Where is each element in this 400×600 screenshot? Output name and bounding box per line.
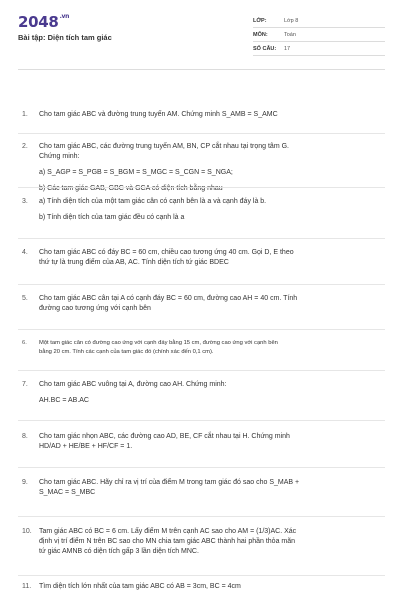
meta-row-class: LỚP: Lớp 8	[253, 14, 385, 28]
question-number: 1.	[22, 111, 28, 118]
meta-row-subject: MÔN: Toán	[253, 28, 385, 42]
meta-row-count: SỐ CÂU: 17	[253, 42, 385, 56]
question-text	[39, 380, 379, 406]
question-divider	[18, 238, 385, 239]
question-divider	[18, 133, 385, 134]
question-line: b) Tính diện tích của tam giác đều có cạnh là a	[39, 214, 185, 221]
question-line: Chứng minh:	[39, 153, 80, 160]
question-line: bằng 20 cm. Tính các cạnh của tam giác đó (chính xác đến 0,1 cm).	[39, 349, 214, 355]
question-divider	[18, 370, 385, 371]
question-text	[39, 582, 379, 592]
question-number: 4.	[22, 249, 28, 256]
question-line: Tam giác ABC có BC = 6 cm. Lấy điểm M trên cạnh AC sao cho AM = (1/3)AC. Xác	[39, 528, 297, 535]
header	[0, 0, 400, 62]
question-line: đường cao tương ứng với cạnh bên	[39, 305, 151, 312]
question-text	[39, 527, 379, 557]
question-line: Cho tam giác ABC cân tại A có cạnh đáy BC = 60 cm, đường cao AH = 40 cm. Tính	[39, 295, 298, 302]
question-divider	[18, 516, 385, 517]
question-divider	[18, 284, 385, 285]
question-line: Cho tam giác ABC vuông tại A, đường cao AH. Chứng minh:	[39, 381, 227, 388]
question-line: a) S_AGP = S_PGB = S_BGM = S_MGC = S_CGN = S_NGA;	[39, 169, 233, 176]
question-number: 11.	[22, 583, 32, 590]
question-divider	[18, 467, 385, 468]
question-number: 7.	[22, 381, 28, 388]
header-divider	[18, 69, 385, 70]
question-line: HD/AD + HE/BE + HF/CF = 1.	[39, 443, 133, 450]
question-number: 9.	[22, 479, 28, 486]
question-number: 8.	[22, 433, 28, 440]
question-text	[39, 110, 379, 120]
question-text	[39, 339, 379, 357]
question-number: 2.	[22, 143, 28, 150]
question-number: 3.	[22, 198, 28, 205]
question-line: Cho tam giác ABC, các đường trung tuyến AM, BN, CP cắt nhau tại trọng tâm G.	[39, 143, 289, 150]
question-text	[39, 197, 379, 223]
question-line: tứ giác AMNB có diện tích gấp 3 lần diện tích MNC.	[39, 548, 199, 555]
question-line: S_MAC = S_MBC	[39, 489, 96, 496]
question-line: Một tam giác cân có đường cao ứng với cạnh đáy bằng 15 cm, đường cao ứng với cạnh bên	[39, 340, 278, 346]
question-line: a) Tính diện tích của một tam giác cân có cạnh bên là a và cạnh đáy là b.	[39, 198, 267, 205]
question-line: Cho tam giác nhọn ABC, các đường cao AD, BE, CF cắt nhau tại H. Chứng minh	[39, 433, 290, 440]
meta-info	[253, 14, 385, 56]
question-line: Cho tam giác ABC có đáy BC = 60 cm, chiều cao tương ứng 40 cm. Gọi D, E theo	[39, 249, 294, 256]
question-line: định vị trí điểm N trên BC sao cho MN chia tam giác ABC thành hai phần thỏa mãn	[39, 538, 296, 545]
question-number: 10.	[22, 528, 32, 535]
question-text	[39, 432, 379, 452]
question-divider	[18, 575, 385, 576]
question-text	[39, 478, 379, 498]
question-line: thứ tự là trung điểm của AB, AC. Tính diện tích tứ giác BDEC	[39, 259, 229, 266]
question-line: Cho tam giác ABC. Hãy chỉ ra vị trí của điểm M trong tam giác đó sao cho S_MAB +	[39, 479, 300, 486]
question-line: AH.BC = AB.AC	[39, 397, 89, 404]
question-number: 5.	[22, 295, 28, 302]
question-line: Cho tam giác ABC và đường trung tuyến AM. Chứng minh S_AMB = S_AMC	[39, 111, 278, 118]
question-divider	[18, 187, 385, 188]
question-divider	[18, 329, 385, 330]
question-line: Tìm diện tích lớn nhất của tam giác ABC có AB = 3cm, BC = 4cm	[39, 583, 241, 590]
question-divider	[18, 420, 385, 421]
page-title: Bài tập: Diện tích tam giác	[18, 33, 112, 42]
site-logo[interactable]: $2048^{.vn}$	[18, 13, 70, 31]
question-text	[39, 248, 379, 268]
question-text	[39, 294, 379, 314]
question-line: b) Các tam giác GAB, GBC và GCA có diện tích bằng nhau	[39, 185, 223, 192]
question-number: 6.	[22, 340, 27, 346]
